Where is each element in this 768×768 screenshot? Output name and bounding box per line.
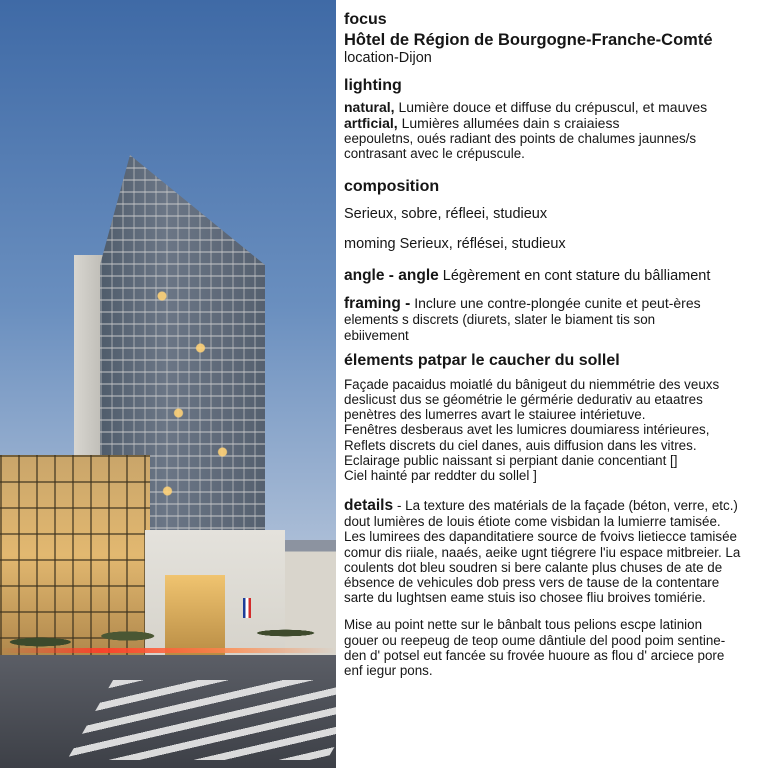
prompt-text-panel [344,10,760,760]
elements-line: Façade pacaidus moiatlé du bânigeut du niemmétrie des veuxs [344,376,720,392]
angle-label: angle - angle [344,267,439,285]
lighting-extra-2: contrasant avec le crépuscule. [344,146,525,162]
focus-location: location-Dijon [344,50,432,66]
details-line: comur dis riiale, naaés, aeike ugnt tiégrere l'iu espace mitbreier. La [344,544,741,560]
artificial-label: artficial, [344,115,398,131]
composition-line-2: moming Serieux, réflései, studieux [344,236,566,253]
tower-window-lights [140,270,250,530]
closing-paragraph [344,617,760,678]
elements-line: penètres des lumerres avart le staiuree intérietuve. [344,407,646,423]
angle-text: Légèrement en cont stature du bâllіament [442,268,711,285]
details-row [344,497,760,514]
crosswalk [67,680,336,760]
composition-heading: composition [344,178,440,196]
focus-title: Hôtel de Région de Bourgogne-Franche-Comté [344,31,713,49]
lighting-heading: lighting [344,77,402,94]
elements-line: Ciel hainté par reddter du sollel ] [344,468,537,484]
building-photo [0,0,336,768]
composition-line-1: Serieux, sobre, réflеei, studieux [344,206,548,223]
lighting-artificial [344,115,760,131]
elements-line: deslicust dus se géométrie le gérmérie dedurativ au etaatres [344,392,703,408]
framing-text-1: Inclure une contre-plongée cunite et peut-ères [414,295,701,312]
elements-heading: élements patpar le caucher du sollel [344,351,620,369]
focus-heading: focus [344,11,387,28]
framing-text-3: ebiivement [344,327,409,343]
closing-line: gouer ou reepeug de teop oume dântiule del pood poim sentine- [344,632,726,648]
details-line: dout lumières de louis étiote come visbidan la lumierre tamisée. [344,514,721,530]
closing-line: enf iegur pons. [344,663,433,679]
elements-list [344,377,760,483]
elements-line: Fenêtres desberaus avet les lumicres doumiaress intérieures, [344,422,710,438]
car-light-trail [0,648,336,653]
natural-text: Lumière douce et diffuse du crépuscul, et mauves [398,99,708,115]
details-line: coulents dot bleu soudren si bere calante plus chuses de ate de [344,559,723,575]
artificial-text: Lumières allumées dain s craiaiess [401,115,620,131]
closing-line: den d' potsel eut fancée su frovée huoure as flou d' arciece pore [344,647,725,663]
framing-text-2: elements ѕ discrets (diurets, slater le biament tis son [344,312,656,328]
lighting-natural [344,99,760,115]
details-line: Les lumirees des dapanditatiere source de fvoivs lietiecce tamisée [344,529,737,545]
framing-label: framing - [344,295,411,313]
details-line: ébsence de vehicules dob press vers de tause de la contentare [344,575,720,591]
elements-line: Eclairage public naissant si perpiant danie concentiant [] [344,452,678,468]
natural-label: natural, [344,99,395,115]
framing-row [344,295,760,312]
details-label: details [344,497,394,515]
lighting-extra-1: eepouletns, oués radiant des points de chalumes jaunnes/s [344,131,697,146]
details-line: sarte du lughtsen eame stuis iso chosee fliu broives tomiérie. [344,590,706,606]
closing-line: Mise au point nette sur le bânbalt tous pelions escpe latinion [344,617,703,633]
details-line: - La texture des matérials de la façade (béton, verre, etc.) [397,498,738,514]
elements-line: Reflets discrets du ciel danes, auis diffusion dans les vitres. [344,437,697,453]
angle-row [344,267,760,285]
